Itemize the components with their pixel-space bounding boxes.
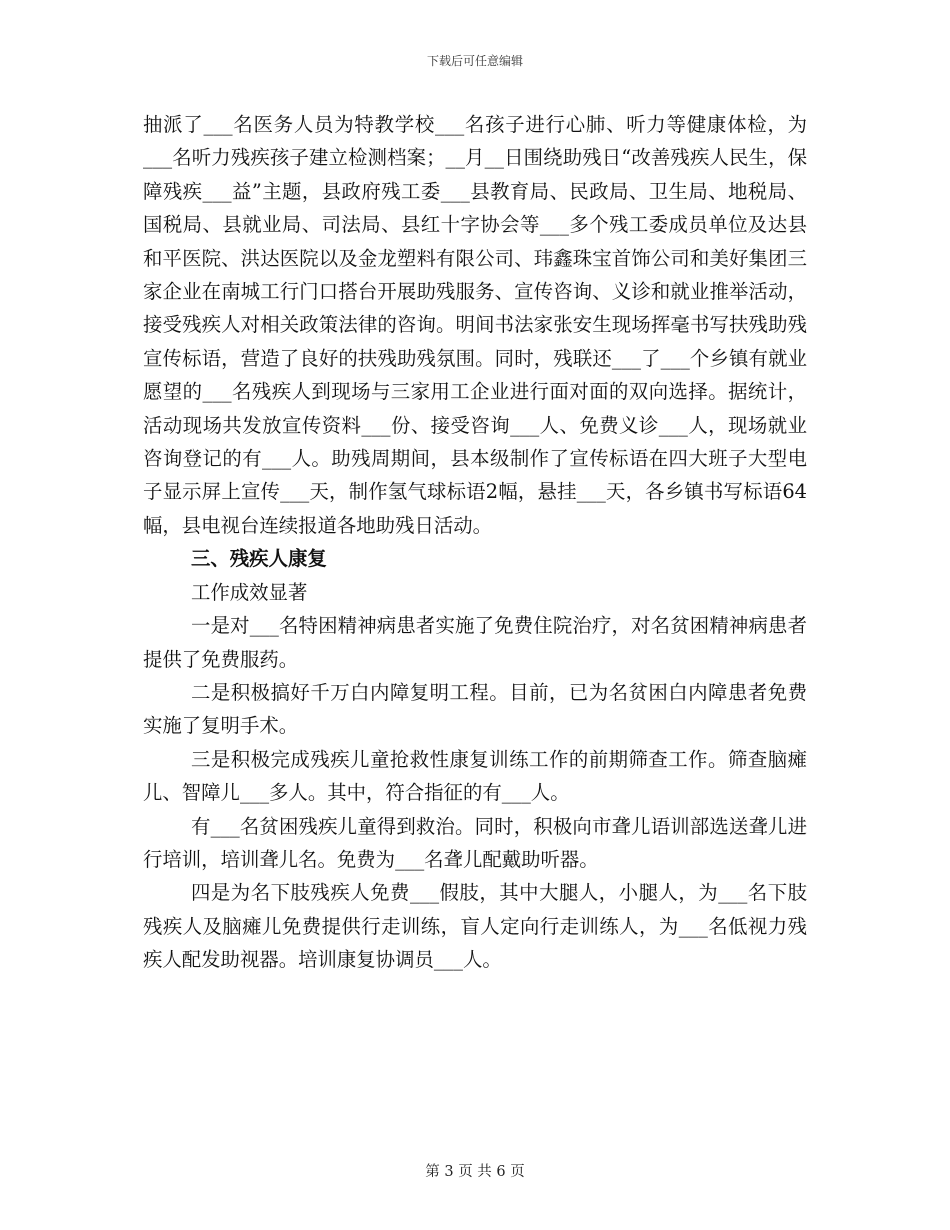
paragraph-item-one: 一是对___名特困精神病患者实施了免费住院治疗，对名贫困精神病患者提供了免费服药。 (143, 614, 807, 671)
paragraph-item-three: 三是积极完成残疾儿童抢救性康复训练工作的前期筛查工作。筛查脑瘫儿、智障儿___多人。其中，符合指征的有___人。 (143, 747, 807, 805)
document-body (143, 108, 807, 977)
section-heading-rehabilitation: 三、残疾人康复 (191, 547, 327, 571)
paragraph-item-two: 二是积极搞好千万白内障复明工程。目前，已为名贫困白内障患者免费实施了复明手术。 (143, 680, 807, 738)
paragraph-effectiveness: 工作成效显著 (191, 580, 308, 604)
paragraph-children-treatment: 有___名贫困残疾儿童得到救治。同时，积极向市聋儿语训部选送聋儿进行培训，培训聋儿名。免费为___名聋儿配戴助听器。 (143, 814, 807, 871)
page-header: 下载后可任意编辑 (426, 54, 523, 68)
paragraph-item-four: 四是为名下肢残疾人免费___假肢，其中大腿人，小腿人，为___名下肢残疾人及脑瘫儿免费提供行走训练，盲人定向行走训练人，为___名低视力残疾人配发助视器。培训康复协调员___人。 (143, 881, 807, 972)
paragraph-activity-summary: 抽派了___名医务人员为特教学校___名孩子进行心肺、听力等健康体检，为___名听力残疾孩子建立检测档案；__月__日围绕助残日“改善残疾人民生，保障残疾___益”主题，县政府残工委___县教育局、民政局、卫生局、地税局、国税局、县就业局、司法局、县红十字协会等___多个残工委成员单位及达县和平医院、洪达医院以及金龙塑料有限公司、玮鑫珠宝首饰公司和美好集团三家企业在南城工行门口搭台开展助残服务、宣传咨询、义诊和就业推举活动，接受残疾人对相关政策法律的咨询。明间书法家张安生现场挥毫书写扶残助残宣传标语，营造了良好的扶残助残氛围。同时，残联还___了___个乡镇有就业愿望的___名残疾人到现场与三家用工企业进行面对面的双向选择。据统计，活动现场共发放宣传资料___份、接受咨询___人、免费义诊___人，现场就业咨询登记的有___人。助残周期间，县本级制作了宣传标语在四大班子大型电子显示屏上宣传___天，制作氢气球标语2幅，悬挂___天，各乡镇书写标语64幅，县电视台连续报道各地助残日活动。 (143, 113, 807, 537)
page-footer: 第 3 页 共 6 页 (425, 1164, 525, 1180)
